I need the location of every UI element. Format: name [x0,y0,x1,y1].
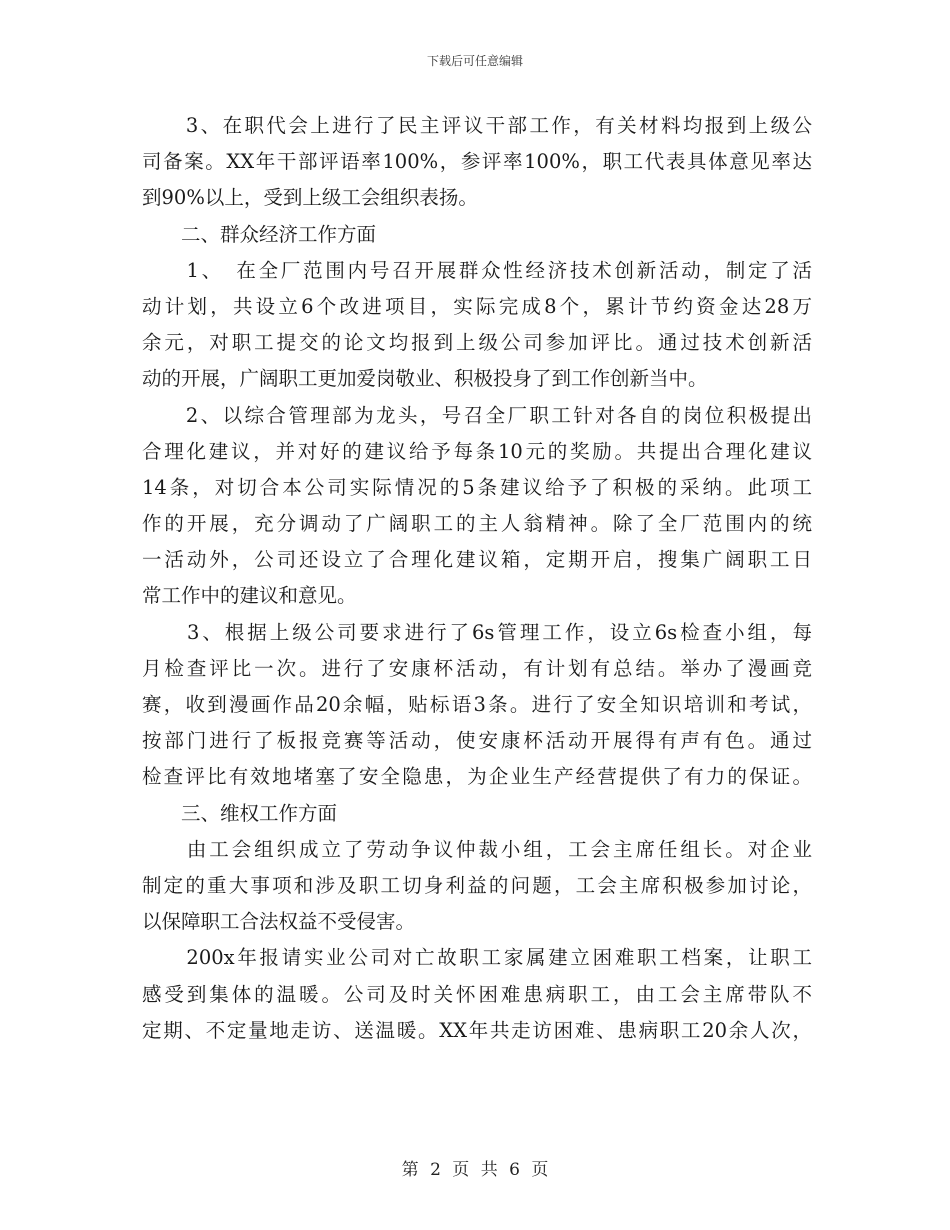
text-line: 14条，对切合本公司实际情况的5条建议给予了积极的采纳。此项工 [142,475,812,499]
page-footer: 第 2 页 共 6 页 [401,1160,549,1180]
text-line: 合理化建议，并对好的建议给予每条10元的奖励。共提出合理化建议 [142,439,812,463]
text-line: 2、以综合管理部为龙头，号召全厂职工针对各自的岗位积极提出 [142,403,812,427]
section-heading: 三、维权工作方面 [142,801,338,825]
text-line: 作的开展，充分调动了广阔职工的主人翁精神。除了全厂范围内的统 [142,512,812,536]
text-line: 一活动外，公司还设立了合理化建议箱，定期开启，搜集广阔职工日 [142,548,812,572]
text-line: 定期、不定量地走访、送温暖。XX年共走访困难、患病职工20余人次， [142,1018,812,1042]
text-line: 赛，收到漫画作品20余幅，贴标语3条。进行了安全知识培训和考试， [142,693,812,716]
text-line: 200x年报请实业公司对亡故职工家属建立困难职工档案，让职工 [142,946,812,970]
text-line: 常工作中的建议和意见。 [142,584,357,608]
text-line: 由工会组织成立了劳动争议仲裁小组，工会主席任组长。对企业 [142,837,812,861]
text-line: 检查评比有效地堵塞了安全隐患，为企业生产经营提供了有力的保证。 [142,765,812,789]
section-heading: 二、群众经济工作方面 [142,222,377,246]
text-line: 动的开展，广阔职工更加爱岗敬业、积极投身了到工作创新当中。 [142,367,708,391]
text-line: 以保障职工合法权益不受侵害。 [142,910,416,934]
text-line: 按部门进行了板报竞赛等活动，使安康杯活动开展得有声有色。通过 [142,729,812,753]
text-line: 到90%以上，受到上级工会组织表扬。 [142,186,478,210]
text-line: 3、根据上级公司要求进行了6s管理工作，设立6s检查小组，每 [142,620,812,644]
text-line: 动计划，共设立6个改进项目，实际完成8个，累计节约资金达28万 [142,294,812,318]
text-line: 感受到集体的温暖。公司及时关怀困难患病职工，由工会主席带队不 [142,982,812,1006]
text-line: 制定的重大事项和涉及职工切身利益的问题，工会主席积极参加讨论， [142,873,812,897]
text-line: 1、 在全厂范围内号召开展群众性经济技术创新活动，制定了活 [142,258,812,282]
text-line: 余元，对职工提交的论文均报到上级公司参加评比。通过技术创新活 [142,331,812,355]
text-line: 3、在职代会上进行了民主评议干部工作，有关材料均报到上级公 [142,114,812,137]
page-header: 下载后可任意编辑 [426,54,523,68]
document-body [142,108,812,1049]
text-line: 月检查评比一次。进行了安康杯活动，有计划有总结。举办了漫画竞 [142,656,812,680]
text-line: 司备案。XX年干部评语率100%，参评率100%，职工代表具体意见率达 [142,150,812,174]
